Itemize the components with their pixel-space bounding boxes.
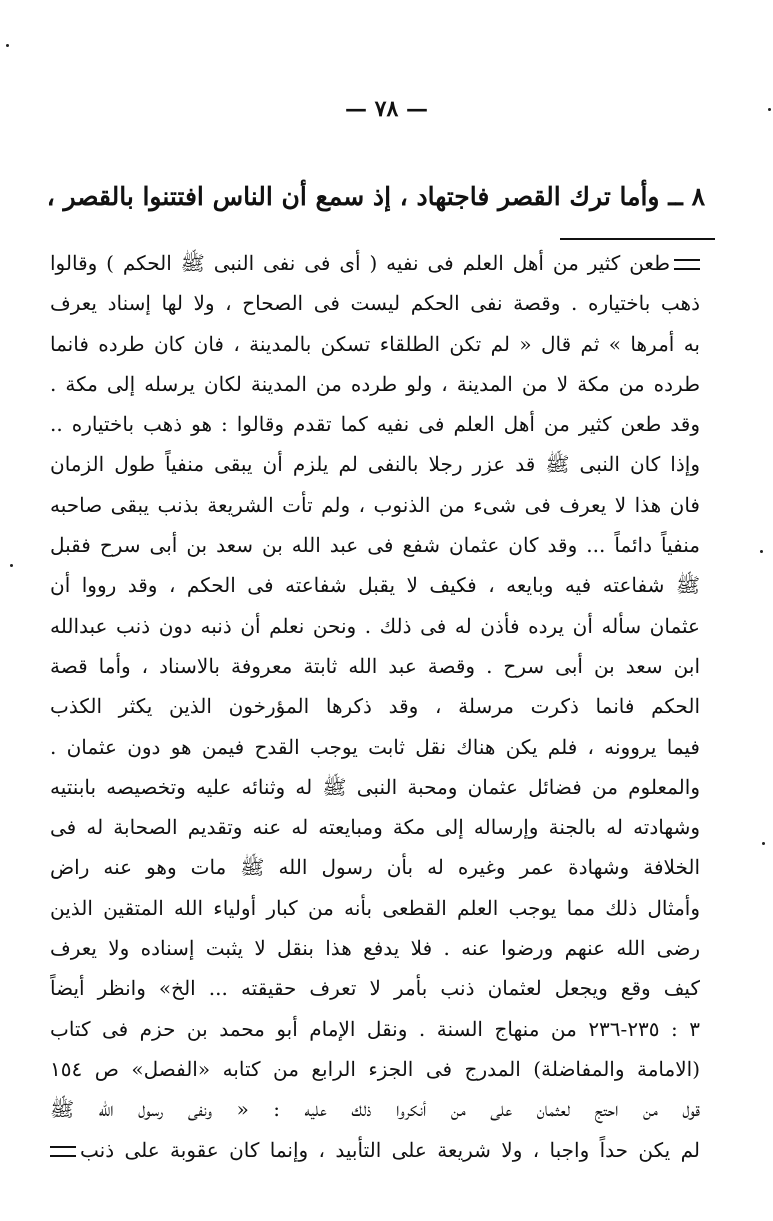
footnote-line: ذهب باختياره . وقصة نفى الحكم ليست فى الصحاح ، ولا لها إسناد يعرف: [50, 291, 700, 316]
footnote-line: كيف وقع ويجعل لعثمان ذنب بأمر لا تعرف حقيقته ... الخ» وانظر أيضاً: [50, 976, 700, 1001]
main-text-line: ٨ ــ وأما ترك القصر فاجتهاد ، إذ سمع أن الناس افتتنوا بالقصر ،: [46, 182, 705, 211]
footnote-line: الخلافة وشهادة عمر وغيره له بأن رسول الله ﷺ مات وهو عنه راض: [50, 855, 700, 880]
footnote-line: فان هذا لا يعرف فى شىء من الذنوب ، ولم تأت الشريعة بذنب يبقى صاحبه: [50, 492, 700, 517]
footnote-line: به أمرها » ثم قال « لم تكن الطلقاء تسكن بالمدينة ، فان كان طرده فانما: [50, 331, 700, 356]
footnote-line: والمعلوم من فضائل عثمان ومحبة النبى ﷺ له وثنائه عليه وتخصيصه بابنتيه: [50, 774, 700, 799]
footnote-line: طرده من مكة لا من المدينة ، ولو طرده من المدينة لكان يرسله إلى مكة .: [50, 371, 700, 396]
scan-speck: [762, 842, 765, 845]
footnote-line: ابن سعد بن أبى سرح . وقصة عبد الله ثابتة معروفة بالاسناد ، وأما قصة: [50, 653, 700, 678]
footnote-line: وشهادته له بالجنة وإرساله إلى مكة ومبايعته له عنه وتقديم الصحابة له فى: [50, 815, 700, 840]
footnote-line: منفياً دائماً ... وقد كان عثمان شفع فى عبد الله بن سعد بن أبى سرح فقبل: [50, 533, 700, 558]
footnote-line: الحكم فانما ذكرت مرسلة ، وقد ذكرها المؤرخون الذين يكثر الكذب: [50, 694, 700, 719]
footnote-line: وقد طعن كثير من أهل العلم فى نفيه كما تقدم وقالوا : هو ذهب باختياره ..: [50, 412, 700, 437]
page-number: — ٧٨ —: [345, 96, 428, 122]
footnote-separator: [560, 238, 715, 240]
footnote-line: رضى الله عنهم ورضوا عنه . فلا يدفع هذا بنقل لا يثبت إسناده ولا يعرف: [50, 936, 700, 961]
footnote-line: ٣ : ٢٣٥-٢٣٦ من منهاج السنة . ونقل الإمام أبو محمد بن حزم فى كتاب: [50, 1016, 700, 1041]
footnote-line: ﷺ شفاعته فيه وبايعه ، فكيف لا يقبل شفاعته فى الحكم ، وقد رووا أن: [50, 573, 700, 598]
footnote-line: وأمثال ذلك مما يوجب العلم القطعى بأنه من كبار أولياء الله المتقين الذين: [50, 895, 700, 920]
continuation-mark: [674, 259, 700, 270]
scan-speck: [10, 564, 13, 567]
footnote-line: فيما يروونه ، فلم يكن هناك نقل ثابت يوجب القدح فيمن هو دون عثمان .: [50, 734, 700, 759]
scan-speck: [6, 44, 9, 47]
footnote-line: وإذا كان النبى ﷺ قد عزر رجلا بالنفى لم يلزم أن يبقى منفياً طول الزمان: [50, 452, 700, 477]
footnote-block: [50, 243, 700, 1170]
footnote-line: قول من احتج لعثمان على من أنكروا ذلك عليه : « ونفى رسول الله ﷺ: [50, 1097, 700, 1122]
footnote-line: طعن كثير من أهل العلم فى نفيه ( أى فى نفى النبى ﷺ الحكم ) وقالوا: [50, 243, 700, 283]
footnote-line: (الامامة والمفاضلة) المدرج فى الجزء الرابع من كتابه «الفصل» ص ١٥٤: [50, 1056, 700, 1081]
footnote-line: لم يكن حداً واجبا ، ولا شريعة على التأبيد ، وإنما كان عقوبة على ذنب: [50, 1130, 700, 1170]
scan-speck: [760, 550, 763, 553]
footnote-line: عثمان سأله أن يرده فأذن له فى ذلك . ونحن نعلم أن ذنبه دون ذنب عبدالله: [50, 613, 700, 638]
continuation-mark: [50, 1146, 76, 1157]
